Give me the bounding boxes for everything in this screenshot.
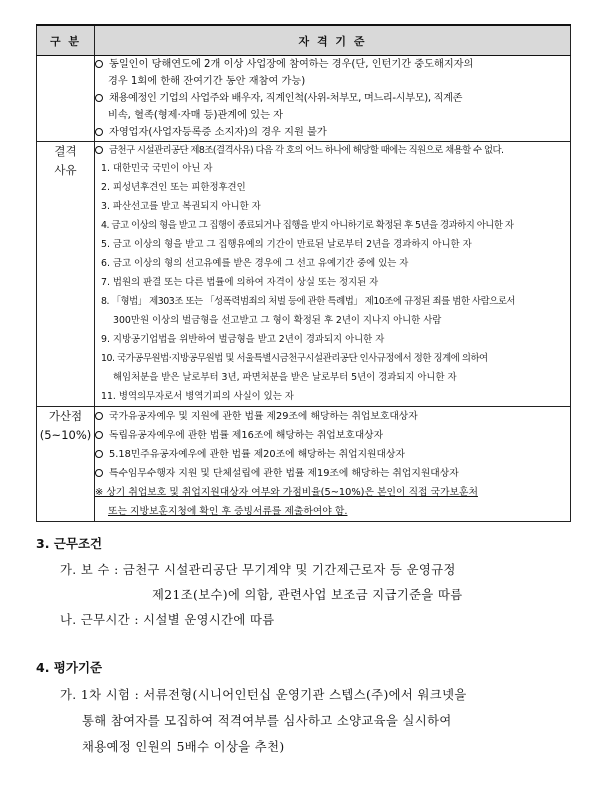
- evaluation-line-cont: 채용예정 인원의 5배수 이상을 추천): [82, 740, 285, 754]
- work-pay-line-cont: 제21조(보수)에 의함, 관련사업 보조금 지급기준을 따름: [152, 588, 463, 602]
- list-item: 동일인이 당해연도에 2개 이상 사업장에 참여하는 경우(단, 인턴기간 중도해지자의: [95, 56, 570, 73]
- row-criteria: [95, 142, 571, 407]
- list-item: 7. 법원의 판결 또는 다른 법률에 의하여 자격이 상실 또는 정지된 자: [101, 277, 379, 288]
- row-category: [37, 56, 95, 142]
- row-criteria: [95, 407, 571, 522]
- list-item: 6. 금고 이상의 형의 선고유예를 받은 경우에 그 선고 유예기간 중에 있는 자: [101, 258, 409, 269]
- list-item: 9. 지방공기업법을 위반하여 벌금형을 받고 2년이 경과되지 아니한 자: [101, 334, 385, 345]
- table-row: [37, 142, 571, 407]
- list-item-cont: 해임처분을 받은 날로부터 3년, 파면처분을 받은 날로부터 5년이 경과되지 아니한 자: [113, 372, 457, 383]
- bullet-circle-icon: [95, 450, 103, 458]
- work-hours-line: 나. 근무시간 : 시설별 운영시간에 따름: [60, 613, 275, 627]
- list-item: 특수임무수행자 지원 및 단체설립에 관한 법률 제19조에 해당하는 취업지원대상자: [95, 464, 570, 483]
- bullet-circle-icon: [95, 94, 103, 102]
- list-item-cont: 비속, 혈족(형제·자매 등)관계에 있는 자: [108, 110, 283, 121]
- list-item: 5. 금고 이상의 형을 받고 그 집행유예의 기간이 만료된 날로부터 2년을 경과하지 아니한 자: [101, 239, 472, 250]
- list-item: 채용예정인 기업의 사업주와 배우자, 직계인척(사위-처부모, 며느리-시부모), 직계존: [95, 90, 570, 107]
- row-category: 결격 사유: [37, 142, 95, 407]
- bullet-circle-icon: [95, 412, 103, 420]
- list-item: 5.18민주유공자예우에 관한 법률 제20조에 해당하는 취업지원대상자: [95, 445, 570, 464]
- list-item: 독립유공자예우에 관한 법률 제16조에 해당하는 취업보호대상자: [95, 426, 570, 445]
- table-header-row: [37, 25, 571, 56]
- row-category: 가산점 (5~10%): [37, 407, 95, 522]
- list-item: 1. 대한민국 국민이 아닌 자: [101, 163, 213, 174]
- note-line: 또는 지방보훈지청에 확인 후 증빙서류를 제출하여야 함.: [108, 506, 348, 517]
- list-item-cont: 300만원 이상의 벌금형을 선고받고 그 형이 확정된 후 2년이 지나지 아니한 사람: [113, 315, 442, 326]
- qualification-table: [36, 24, 571, 522]
- bullet-circle-icon: [95, 469, 103, 477]
- bullet-circle-icon: [95, 146, 103, 154]
- work-pay-line: 가. 보 수 : 금천구 시설관리공단 무기계약 및 기간제근로자 등 운영규정: [60, 563, 456, 577]
- header-criteria: 자 격 기 준: [95, 25, 571, 56]
- evaluation-line-cont: 통해 참여자를 모집하여 적격여부를 심사하고 소양교육을 실시하여: [82, 714, 452, 728]
- list-item: 11. 병역의무자로서 병역기피의 사실이 있는 자: [101, 391, 294, 402]
- evaluation-line: 가. 1차 시험 : 서류전형(시니어인턴십 운영기관 스텝스(주)에서 워크넷을: [60, 688, 467, 702]
- section-title-work-conditions: 3. 근무조건: [36, 536, 103, 551]
- list-item: 자영업자(사업자등록증 소지자)의 경우 지원 불가: [95, 124, 570, 141]
- bullet-circle-icon: [95, 431, 103, 439]
- list-item: 10. 국가공무원법·지방공무원법 및 서울특별시금천구시설관리공단 인사규정에서 정한 징계에 의하여: [101, 353, 488, 364]
- list-item: 금천구 시설관리공단 제8조(결격사유) 다음 각 호의 어느 하나에 해당할 때에는 직원으로 채용할 수 없다.: [95, 142, 570, 159]
- list-item: 3. 파산선고를 받고 복권되지 아니한 자: [101, 201, 261, 212]
- list-item-cont: 경우 1회에 한해 잔여기간 동안 재참여 가능): [108, 76, 306, 87]
- bullet-circle-icon: [95, 128, 103, 136]
- list-item: 2. 피성년후견인 또는 피한정후견인: [101, 182, 246, 193]
- list-item: 8. 「형법」 제303조 또는 「성폭력범죄의 처벌 등에 관한 특례법」 제10조에 규정된 죄를 범한 사람으로서: [101, 296, 516, 307]
- table-row: [37, 407, 571, 522]
- list-item: 4. 금고 이상의 형을 받고 그 집행이 종료되거나 집행을 받지 아니하기로 확정된 후 5년을 경과하지 아니한 자: [101, 220, 514, 231]
- row-criteria: [95, 56, 571, 142]
- section-title-evaluation: 4. 평가기준: [36, 660, 103, 675]
- note-line: ※ 상기 취업보호 및 취업지원대상자 여부와 가점비율(5~10%)은 본인이 직접 국가보훈처: [95, 487, 478, 498]
- list-item: 국가유공자예우 및 지원에 관한 법률 제29조에 해당하는 취업보호대상자: [95, 407, 570, 426]
- header-category: 구 분: [37, 25, 95, 56]
- table-row: [37, 56, 571, 142]
- bullet-circle-icon: [95, 60, 103, 68]
